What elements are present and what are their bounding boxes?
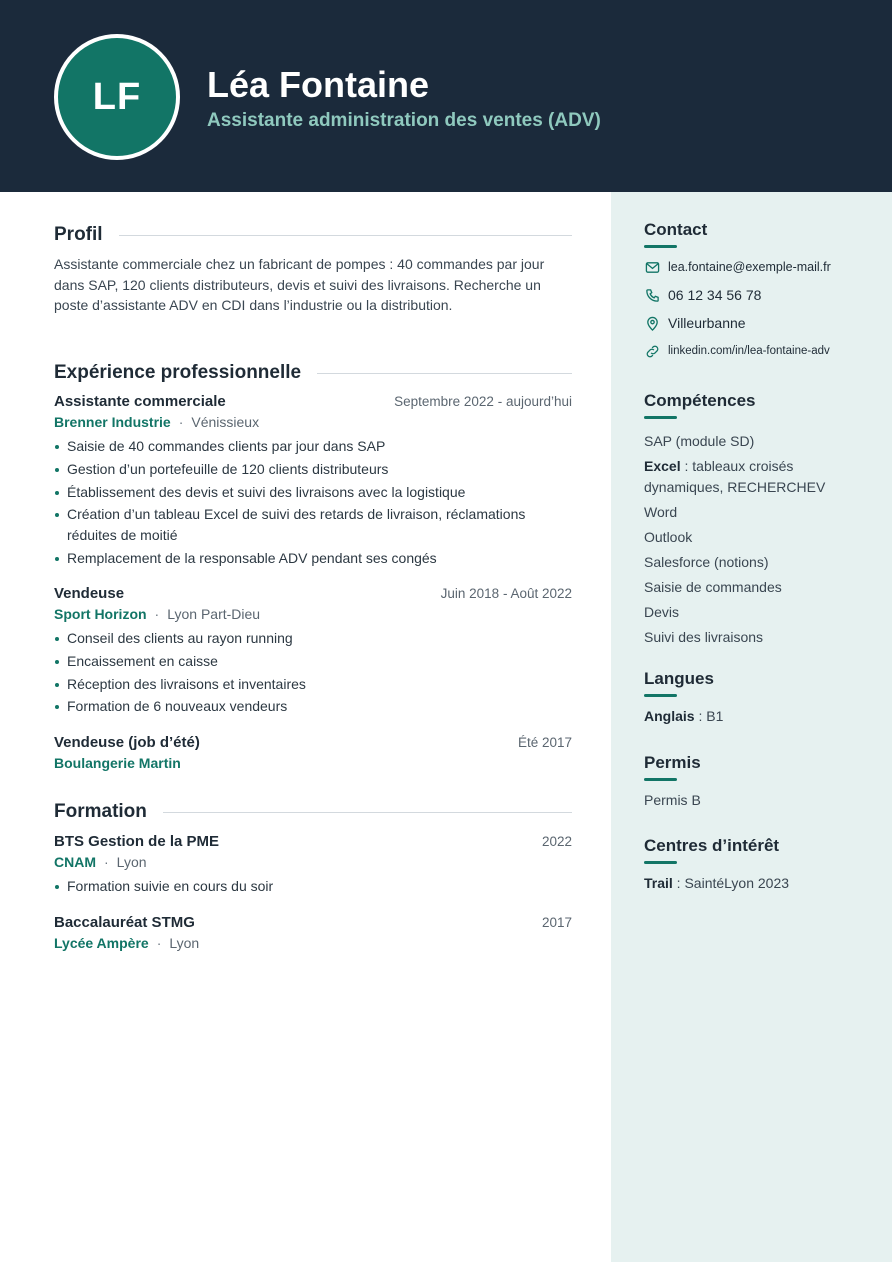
education-section-header [54, 799, 572, 825]
skill-item: SAP (module SD) [644, 433, 755, 449]
section-divider [119, 235, 572, 236]
languages-section [644, 668, 864, 731]
section-underline [644, 694, 677, 697]
language-item: Anglais : B1 [644, 708, 724, 724]
resume-header [0, 0, 892, 192]
entry-organization: Lycée Ampère [54, 935, 149, 951]
contact-phone[interactable] [644, 281, 864, 309]
separator-dot: · [178, 414, 184, 430]
entry-date: 2022 [541, 834, 572, 849]
interest-item: Trail : SaintéLyon 2023 [644, 875, 790, 891]
bullet-item: Gestion d’un portefeuille de 120 clients distributeurs [54, 459, 572, 480]
section-underline [644, 861, 677, 864]
bullet-item: Saisie de 40 commandes clients par jour dans SAP [54, 436, 572, 457]
entry-org-line [54, 933, 572, 953]
link-icon [644, 343, 660, 359]
entry-title: Vendeuse (job d’été) [54, 734, 200, 751]
section-divider [163, 812, 572, 813]
entry-date: Juin 2018 - Août 2022 [440, 586, 572, 601]
bullet-item: Réception des livraisons et inventaires [54, 674, 572, 695]
entry-org-line [54, 852, 572, 872]
entry-title: BTS Gestion de la PME [54, 833, 220, 850]
separator-dot: · [156, 935, 162, 951]
location-pin-icon [644, 315, 660, 331]
bullet-item: Remplacement de la responsable ADV pendant ses congés [54, 548, 572, 569]
skill-item: Outlook [644, 529, 693, 545]
entry-organization: CNAM [54, 854, 96, 870]
entry-date: Été 2017 [517, 735, 572, 750]
bullet-item: Établissement des devis et suivi des livraisons avec la logistique [54, 482, 572, 503]
contact-section [644, 219, 864, 365]
experience-entry [54, 584, 572, 719]
experience-entry [54, 733, 572, 773]
avatar [54, 34, 180, 160]
profile-section-header [54, 222, 572, 248]
bullet-item: Encaissement en caisse [54, 651, 572, 672]
profile-text: Assistante commerciale chez un fabricant de pompes : 40 commandes par jour dans SAP, 120 clients distributeurs, devis et suivi des livraisons. Recherche un poste d’assistante ADV en CDI dans l’industrie ou la distribution. [54, 256, 545, 313]
entry-organization: Brenner Industrie [54, 414, 171, 430]
city-text: Villeurbanne [668, 315, 746, 331]
entry-location: Lyon [169, 935, 200, 951]
sidebar-section-title: Compétences [644, 391, 756, 410]
mail-icon [644, 259, 660, 275]
section-underline [644, 245, 677, 248]
entry-bullets [54, 628, 572, 717]
education-entry [54, 913, 572, 953]
entry-date: 2017 [541, 915, 572, 930]
entry-bullets [54, 436, 572, 568]
license-section [644, 752, 864, 815]
skill-item: Suivi des livraisons [644, 629, 764, 645]
phone-icon [644, 287, 660, 303]
entry-bullets [54, 876, 572, 897]
entry-org-line [54, 604, 572, 624]
separator-dot: · [104, 854, 109, 870]
license-item: Permis B [644, 792, 701, 808]
entry-organization: Sport Horizon [54, 606, 147, 622]
section-title: Expérience professionnelle [54, 362, 302, 383]
email-text: lea.fontaine@exemple-mail.fr [668, 260, 831, 274]
linkedin-text: linkedin.com/in/lea-fontaine-adv [668, 345, 830, 357]
sidebar-section-title: Contact [644, 220, 708, 239]
bullet-item: Création d’un tableau Excel de suivi des retards de livraison, réclamations réduites de moitié [54, 504, 572, 545]
entry-title: Vendeuse [54, 585, 125, 602]
bullet-item: Conseil des clients au rayon running [54, 628, 572, 649]
phone-text: 06 12 34 56 78 [668, 287, 762, 303]
entry-title: Assistante commerciale [54, 393, 226, 410]
section-divider [317, 373, 572, 374]
skill-item: Salesforce (notions) [644, 554, 769, 570]
avatar-initials: LF [92, 75, 142, 118]
contact-city [644, 309, 864, 337]
person-name: Léa Fontaine [207, 64, 430, 105]
entry-location: Lyon Part-Dieu [167, 606, 261, 622]
entry-title: Baccalauréat STMG [54, 914, 195, 931]
entry-organization: Boulangerie Martin [54, 755, 181, 771]
skill-item: Devis [644, 604, 680, 620]
entry-location: Lyon [116, 854, 147, 870]
interests-section [644, 835, 864, 898]
entry-org-line [54, 753, 572, 773]
sidebar-section-title: Permis [644, 753, 701, 772]
entry-location: Vénissieux [191, 414, 260, 430]
section-title: Formation [54, 801, 147, 822]
job-title: Assistante administration des ventes (ADV) [207, 110, 601, 131]
contact-linkedin[interactable] [644, 337, 864, 365]
skills-section [644, 390, 864, 652]
skill-item: Excel : tableaux croisés dynamiques, RECHERCHEV [644, 458, 826, 495]
separator-dot: · [154, 606, 160, 622]
bullet-item: Formation suivie en cours du soir [54, 876, 572, 897]
sidebar-section-title: Langues [644, 669, 714, 688]
experience-section-header [54, 360, 572, 386]
entry-org-line [54, 412, 572, 432]
section-underline [644, 778, 677, 781]
contact-email[interactable] [644, 253, 864, 281]
sidebar-section-title: Centres d’intérêt [644, 836, 780, 855]
section-title: Profil [54, 224, 103, 245]
skill-item: Saisie de commandes [644, 579, 782, 595]
skill-item: Word [644, 504, 678, 520]
experience-entry [54, 392, 572, 570]
education-entry [54, 832, 572, 899]
entry-date: Septembre 2022 - aujourd’hui [394, 394, 572, 409]
bullet-item: Formation de 6 nouveaux vendeurs [54, 696, 572, 717]
section-underline [644, 416, 677, 419]
